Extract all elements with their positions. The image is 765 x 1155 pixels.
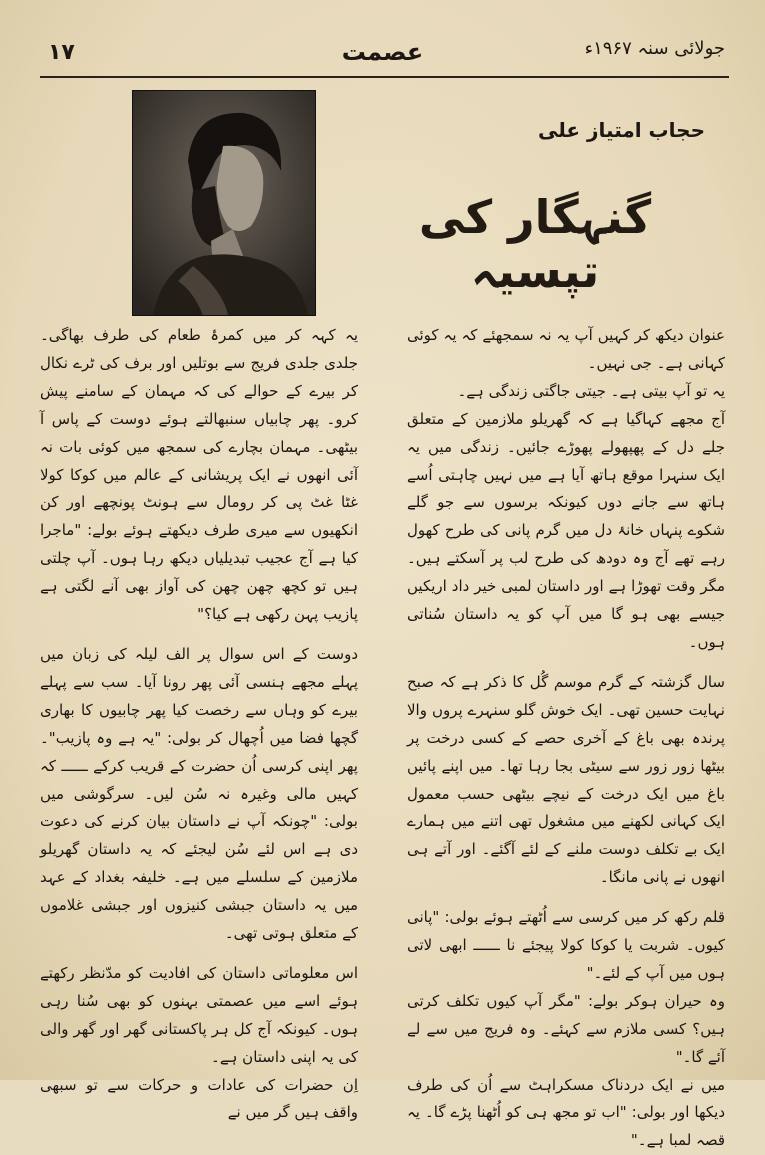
page-number: ۱۷ xyxy=(48,40,75,65)
paragraph: قلم رکھ کر میں کرسی سے اُٹھتے ہوئے بولی: "پانی کیوں۔ شربت یا کوکا کولا پیجئے نا ــــــ ابھی لاتی ہوں میں آپ کے لئے۔" xyxy=(407,908,725,982)
paragraph: یہ کہہ کر میں کمرۂ طعام کی طرف بھاگی۔ جلدی جلدی فریج سے بوتلیں اور برف کی ٹرے نکال کر بیرے کے حوالے کی کہ مہمان کے سامنے پیش کرو۔ پھر چابیاں سنبھالتے ہوئے دوست کے پاس آ بیٹھی۔ مہمان بچارے کی سمجھ میں کوئی بات نہ آئی انھوں نے ایک پریشانی کے عالم میں کوکا کولا غٹا غٹ پی کر رومال سے ہونٹ پونچھے اور کن انکھیوں سے میری طرف دیکھتے ہوئے بولے: "ماجرا کیا ہے آج عجیب تبدیلیاں دیکھ رہا ہوں۔ آپ چلتی ہیں تو کچھ چھن چھن کی آواز بھی آنے لگتی ہے پازیب پہن رکھی ہے کیا؟" xyxy=(40,326,358,624)
paragraph: میں نے ایک دردناک مسکراہٹ سے اُن کی طرف دیکھا اور بولی: "اب تو مجھ ہی کو اُٹھنا پڑے گا۔ یہ قصہ لمبا ہے۔" xyxy=(407,1075,725,1150)
paragraph: اِن حضرات کی عادات و حرکات سے تو سبھی واقف ہیں گر میں نے xyxy=(40,1075,358,1122)
author-photo xyxy=(132,90,316,316)
story-title: گنہگار کی تپسیہ xyxy=(418,190,652,298)
author-portrait-image xyxy=(133,91,315,315)
page-header xyxy=(40,36,725,72)
issue-date: جولائی سنہ ۱۹۶۷ء xyxy=(584,38,725,59)
paragraph: آج مجھے کہاگیا ہے کہ گھریلو ملازمین کے متعلق جلے دل کے پھپھولے پھوڑے جائیں۔ زندگی میں یہ ایک سنہرا موقع ہاتھ آیا ہے میں نہیں چاہتی اُسے ہاتھ سے جانے دوں کیونکہ برسوں سے جو گلے شکوے پنہاں خانۂ دل میں گرم پانی کی طرح کھول رہے تھے آج وہ دودھ کی طرح لب پر آسکتے ہیں۔ مگر وقت تھوڑا ہے اور داستان لمبی خیر داد اریکیں جیسے بھی ہو گا میں آپ کو یہ داستان سُناتی ہوں۔ xyxy=(407,409,725,651)
paragraph: عنوان دیکھ کر کہیں آپ یہ نہ سمجھئے کہ یہ کوئی کہانی ہے۔ جی نہیں۔ xyxy=(407,326,725,372)
paragraph: وہ حیران ہوکر بولے: "مگر آپ کیوں تکلف کرتی ہیں؟ کسی ملازم سے کہئے۔ وہ فریج میں سے لے آئے گا۔" xyxy=(407,991,725,1066)
header-divider xyxy=(40,76,729,78)
paragraph: دوست کے اس سوال پر الف لیلہ کی زبان میں پہلے مجھے ہنسی آئی پھر رونا آیا۔ سب سے پہلے بیرے کو وہاں سے رخصت کیا پھر چابیوں کا بھاری گچھا فضا میں اُچھال کر بولی: "یہ ہے وہ پازیب"۔ پھر اپنی کرسی اُن حضرت کے قریب کرکے ــــــ کہ کہیں مالی وغیرہ نہ سُن لیں۔ سرگوشی میں بولی: "چونکہ آپ نے داستان بیان کرنے کی دعوت دی ہے اس لئے سُن لیجئے کہ یہ داستان گھریلو ملازمین کے سلسلے میں ہے۔ خلیفہ بغداد کے عہد میں یہ داستان جبشی کنیزوں اور جبشی غلاموں کے متعلق ہوتی تھی۔ xyxy=(40,644,358,943)
paragraph: یہ تو آپ بیتی ہے۔ جیتی جاگتی زندگی ہے۔ xyxy=(457,381,725,400)
author-name: حجاب امتیاز علی xyxy=(537,118,705,142)
paragraph: اس معلوماتی داستان کی افادیت کو مدّنظر رکھتے ہوئے اسے میں عصمتی بہنوں کو بھی سُنا رہی ہوں۔ کیونکہ آج کل ہر پاکستانی گھر اور گھر والی کی یہ اپنی داستان ہے۔ xyxy=(40,963,358,1066)
magazine-name: عصمت xyxy=(341,38,424,66)
text-column-right xyxy=(407,322,725,1155)
paragraph: سال گزشتہ کے گرم موسم گُل کا ذکر ہے کہ صبح نہایت حسین تھی۔ ایک خوش گلو سنہرے پروں والا پرندہ بھی باغ کے آخری حصے کے کسی درخت پر بیٹھا زور زور سے سیٹی بجا رہا تھا۔ میں اپنے پائیں باغ میں ایک درخت کے نیچے بیٹھی حسب معمول ایک کہانی لکھنے میں مشغول تھی اتنے میں ہمارے ایک بے تکلف دوست ملنے کے لئے آگئے۔ اور آتے ہی انھوں نے پانی مانگا۔ xyxy=(407,672,725,887)
text-column-left xyxy=(40,322,358,1127)
